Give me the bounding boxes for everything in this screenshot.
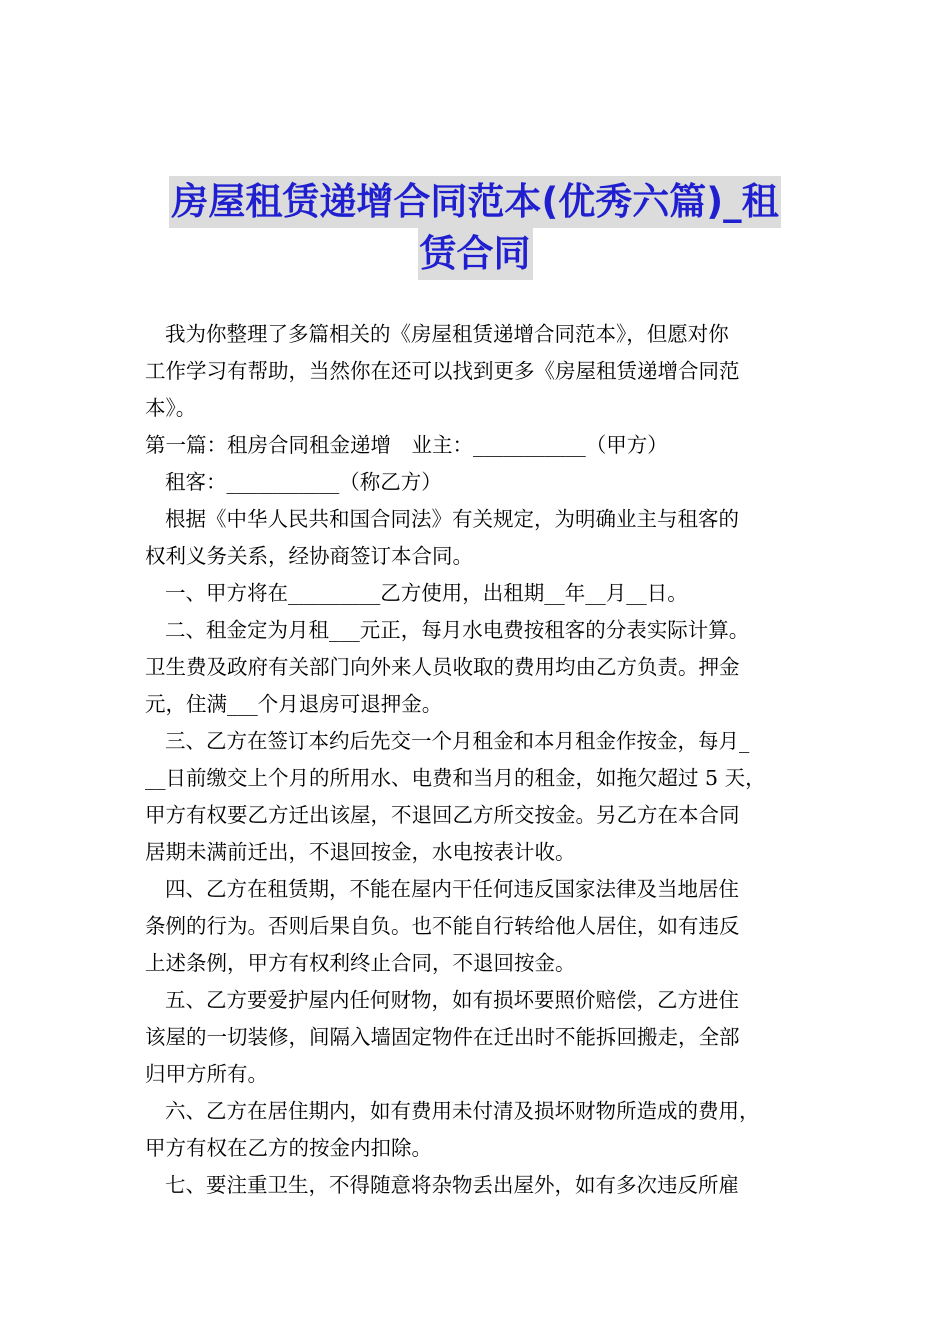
text-line: 六、乙方在居住期内，如有费用未付清及损坏财物所造成的费用， bbox=[165, 1099, 760, 1123]
text-line: 权利义务关系，经协商签订本合同。 bbox=[145, 544, 473, 568]
text-line: 元，住满___个月退房可退押金。 bbox=[145, 692, 443, 716]
text-line: 根据《中华人民共和国合同法》有关规定，为明确业主与租客的 bbox=[165, 507, 739, 531]
text-line: 条例的行为。否则后果自负。也不能自行转给他人居住，如有违反 bbox=[145, 914, 740, 938]
text-line: 二、租金定为月租___元正，每月水电费按租客的分表实际计算。 bbox=[165, 618, 750, 642]
document-body bbox=[145, 316, 807, 1204]
document-title bbox=[145, 176, 805, 280]
text-line: 我为你整理了多篇相关的《房屋租赁递增合同范本》，但愿对你 bbox=[165, 322, 729, 346]
text-line: 租客：___________（称乙方） bbox=[165, 470, 442, 494]
text-line: 居期未满前迁出，不退回按金，水电按表计收。 bbox=[145, 840, 576, 864]
text-line: 一、甲方将在_________乙方使用，出租期__年__月__日。 bbox=[165, 581, 688, 605]
text-line: 三、乙方在签订本约后先交一个月租金和本月租金作按金，每月_ bbox=[165, 729, 750, 753]
text-line: 甲方有权在乙方的按金内扣除。 bbox=[145, 1136, 432, 1160]
text-line: __日前缴交上个月的所用水、电费和当月的租金，如拖欠超过 5 天， bbox=[145, 766, 766, 790]
text-line: 卫生费及政府有关部门向外来人员收取的费用均由乙方负责。押金 bbox=[145, 655, 740, 679]
text-line: 本》。 bbox=[145, 396, 197, 420]
text-line: 该屋的一切装修，间隔入墙固定物件在迁出时不能拆回搬走，全部 bbox=[145, 1025, 740, 1049]
title-line-1: 房屋租赁递增合同范本(优秀六篇)_租 bbox=[169, 176, 780, 228]
title-line-2: 赁合同 bbox=[418, 228, 533, 280]
text-line: 四、乙方在租赁期，不能在屋内干任何违反国家法律及当地居住 bbox=[165, 877, 739, 901]
text-line: 甲方有权要乙方迁出该屋，不退回乙方所交按金。另乙方在本合同 bbox=[145, 803, 740, 827]
text-line: 归甲方所有。 bbox=[145, 1062, 268, 1086]
text-line: 七、要注重卫生，不得随意将杂物丢出屋外，如有多次违反所雇 bbox=[165, 1173, 739, 1197]
text-line: 第一篇：租房合同租金递增 业主：___________（甲方） bbox=[145, 433, 668, 457]
text-line: 上述条例，甲方有权利终止合同，不退回按金。 bbox=[145, 951, 576, 975]
text-line: 工作学习有帮助，当然你在还可以找到更多《房屋租赁递增合同范 bbox=[145, 359, 740, 383]
text-line: 五、乙方要爱护屋内任何财物，如有损坏要照价赔偿，乙方进住 bbox=[165, 988, 739, 1012]
